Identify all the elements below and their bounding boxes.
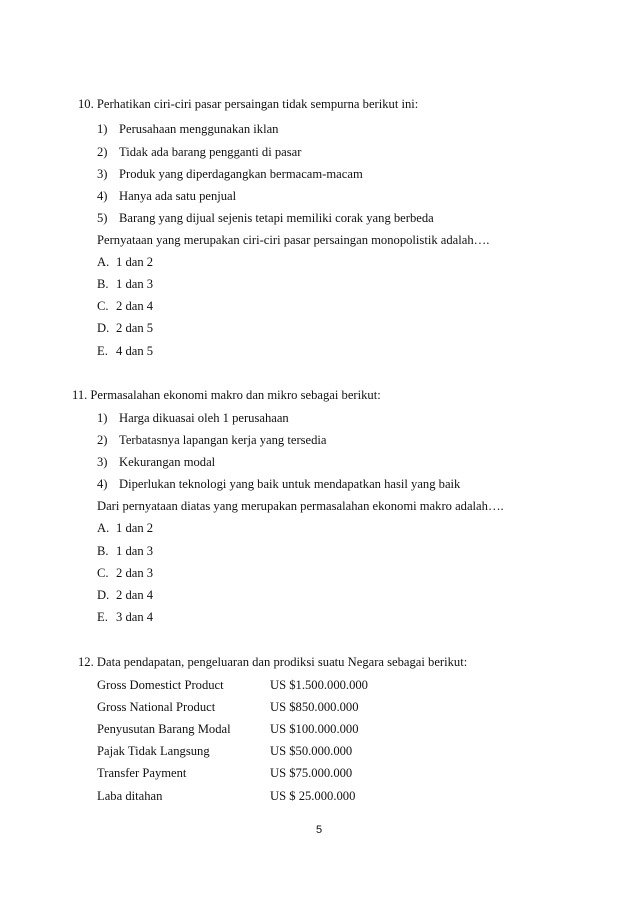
question-11-option-a[interactable] xyxy=(97,521,153,536)
data-row-value: US $100.000.000 xyxy=(270,722,359,736)
option-letter: A. xyxy=(97,521,110,535)
option-text: 1 dan 2 xyxy=(116,255,154,269)
question-10-option-d[interactable] xyxy=(97,321,153,336)
question-10-item-4 xyxy=(97,189,236,204)
data-row-label: Gross National Product xyxy=(97,700,216,714)
option-letter: D. xyxy=(97,588,110,602)
data-row-label: Penyusutan Barang Modal xyxy=(97,722,231,736)
data-row-value: US $75.000.000 xyxy=(270,766,353,780)
item-text: Harga dikuasai oleh 1 perusahaan xyxy=(119,411,289,425)
option-letter: A. xyxy=(97,255,110,269)
item-text: Diperlukan teknologi yang baik untuk mendapatkan hasil yang baik xyxy=(119,477,461,491)
page-number: 5 xyxy=(315,824,323,836)
option-letter: B. xyxy=(97,277,109,291)
question-10-item-2 xyxy=(97,145,301,160)
option-text: 2 dan 3 xyxy=(116,566,154,580)
question-10-option-e[interactable] xyxy=(97,344,153,359)
option-letter: D. xyxy=(97,321,110,335)
item-text: Produk yang diperdagangkan bermacam-macam xyxy=(119,167,363,181)
data-row-value: US $ 25.000.000 xyxy=(270,789,356,803)
question-10-option-c[interactable] xyxy=(97,299,153,314)
item-text: Perusahaan menggunakan iklan xyxy=(119,122,279,136)
option-text: 2 dan 4 xyxy=(116,588,154,602)
item-text: Terbatasnya lapangan kerja yang tersedia xyxy=(119,433,327,447)
question-10-statement: Pernyataan yang merupakan ciri-ciri pasar persaingan monopolistik adalah…. xyxy=(97,233,490,247)
item-number: 3) xyxy=(97,167,108,181)
question-10-option-b[interactable] xyxy=(97,277,153,292)
question-10-item-5 xyxy=(97,211,434,226)
item-number: 4) xyxy=(97,477,108,491)
question-11-option-d[interactable] xyxy=(97,588,153,603)
question-11-statement: Dari pernyataan diatas yang merupakan permasalahan ekonomi makro adalah…. xyxy=(97,499,504,513)
question-11-title: 11. Permasalahan ekonomi makro dan mikro sebagai berikut: xyxy=(72,388,381,402)
question-10-item-3 xyxy=(97,167,363,182)
option-text: 2 dan 4 xyxy=(116,299,154,313)
item-number: 4) xyxy=(97,189,108,203)
item-number: 3) xyxy=(97,455,108,469)
question-10-item-1 xyxy=(97,122,278,137)
item-number: 1) xyxy=(97,411,108,425)
option-text: 1 dan 2 xyxy=(116,521,154,535)
item-number: 1) xyxy=(97,122,108,136)
question-11-item-3 xyxy=(97,455,215,470)
item-number: 2) xyxy=(97,145,108,159)
option-letter: C. xyxy=(97,299,109,313)
item-text: Kekurangan modal xyxy=(119,455,216,469)
data-row-value: US $1.500.000.000 xyxy=(270,678,368,692)
data-row-value: US $50.000.000 xyxy=(270,744,353,758)
option-letter: E. xyxy=(97,610,108,624)
option-text: 1 dan 3 xyxy=(116,544,154,558)
item-text: Tidak ada barang pengganti di pasar xyxy=(119,145,302,159)
question-11-option-b[interactable] xyxy=(97,544,153,559)
question-11-item-1 xyxy=(97,411,289,426)
item-number: 5) xyxy=(97,211,108,225)
option-letter: E. xyxy=(97,344,108,358)
question-10-option-a[interactable] xyxy=(97,255,153,270)
option-text: 1 dan 3 xyxy=(116,277,154,291)
question-11-item-2 xyxy=(97,433,327,448)
data-row-label: Pajak Tidak Langsung xyxy=(97,744,210,758)
option-text: 4 dan 5 xyxy=(116,344,154,358)
option-text: 2 dan 5 xyxy=(116,321,154,335)
data-row-label: Transfer Payment xyxy=(97,766,187,780)
question-12-title: 12. Data pendapatan, pengeluaran dan prodiksi suatu Negara sebagai berikut: xyxy=(78,655,468,669)
option-letter: B. xyxy=(97,544,109,558)
data-row-value: US $850.000.000 xyxy=(270,700,359,714)
data-row-label: Laba ditahan xyxy=(97,789,163,803)
item-number: 2) xyxy=(97,433,108,447)
question-11-item-4 xyxy=(97,477,460,492)
question-11-option-c[interactable] xyxy=(97,566,153,581)
question-11-option-e[interactable] xyxy=(97,610,153,625)
item-text: Barang yang dijual sejenis tetapi memiliki corak yang berbeda xyxy=(119,211,434,225)
option-text: 3 dan 4 xyxy=(116,610,154,624)
item-text: Hanya ada satu penjual xyxy=(119,189,237,203)
option-letter: C. xyxy=(97,566,109,580)
question-10-title: 10. Perhatikan ciri-ciri pasar persaingan tidak sempurna berikut ini: xyxy=(78,97,419,111)
data-row-label: Gross Domestict Product xyxy=(97,678,224,692)
